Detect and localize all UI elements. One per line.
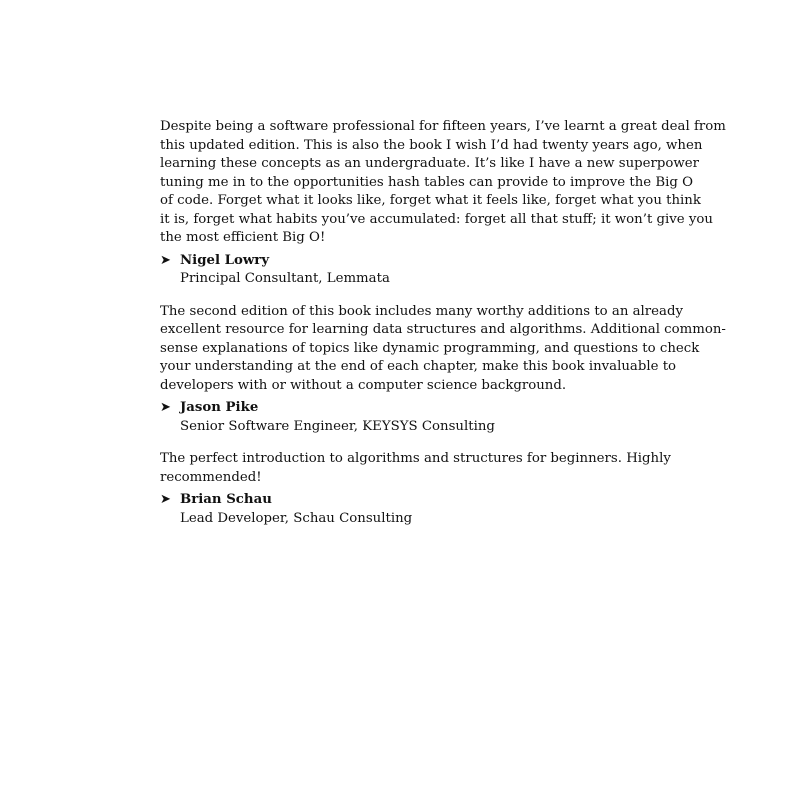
quote-line: tuning me in to the opportunities hash tables can provide to improve the Big O xyxy=(160,174,694,190)
author-role: Principal Consultant, Lemmata xyxy=(180,271,390,286)
quote-line: the most efficient Big O! xyxy=(160,230,326,245)
quote-line: recommended! xyxy=(160,469,262,485)
attribution xyxy=(160,252,690,289)
arrow-bullet-icon: ➤ xyxy=(160,400,171,415)
testimonial-quote xyxy=(160,303,726,396)
author-name: Brian Schau xyxy=(180,492,272,507)
quote-line: Despite being a software professional for fifteen years, I’ve learnt a great deal from xyxy=(160,119,726,134)
author-name: Nigel Lowry xyxy=(180,252,270,268)
arrow-bullet-icon: ➤ xyxy=(160,492,171,507)
author-name: Jason Pike xyxy=(180,400,259,415)
testimonial-3 xyxy=(160,450,690,528)
author-role: Senior Software Engineer, KEYSYS Consulting xyxy=(180,418,495,434)
quote-line: this updated edition. This is also the book I wish I’d had twenty years ago, when xyxy=(160,137,703,153)
testimonial-quote xyxy=(160,450,690,487)
author-role: Lead Developer, Schau Consulting xyxy=(180,510,413,526)
testimonials-list xyxy=(160,118,726,542)
quote-line: your understanding at the end of each chapter, make this book invaluable to xyxy=(160,359,677,374)
testimonial-2 xyxy=(160,303,726,437)
testimonial-quote xyxy=(160,118,726,248)
quote-line: learning these concepts as an undergraduate. It’s like I have a new superpower xyxy=(160,156,700,171)
arrow-bullet-icon: ➤ xyxy=(160,252,171,268)
testimonial-1 xyxy=(160,118,726,289)
quote-line: excellent resource for learning data structures and algorithms. Additional common- xyxy=(160,322,726,337)
quote-line: The perfect introduction to algorithms and structures for beginners. Highly xyxy=(160,451,671,466)
quote-line: it is, forget what habits you’ve accumulated: forget all that stuff; it won’t give you xyxy=(160,211,713,227)
quote-line: The second edition of this book includes many worthy additions to an already xyxy=(160,303,683,319)
quote-line: of code. Forget what it looks like, forget what it feels like, forget what you think xyxy=(160,193,701,208)
attribution xyxy=(160,399,690,436)
quote-line: sense explanations of topics like dynamic programming, and questions to check xyxy=(160,340,700,356)
quote-line: developers with or without a computer science background. xyxy=(160,377,567,393)
attribution xyxy=(160,491,690,528)
